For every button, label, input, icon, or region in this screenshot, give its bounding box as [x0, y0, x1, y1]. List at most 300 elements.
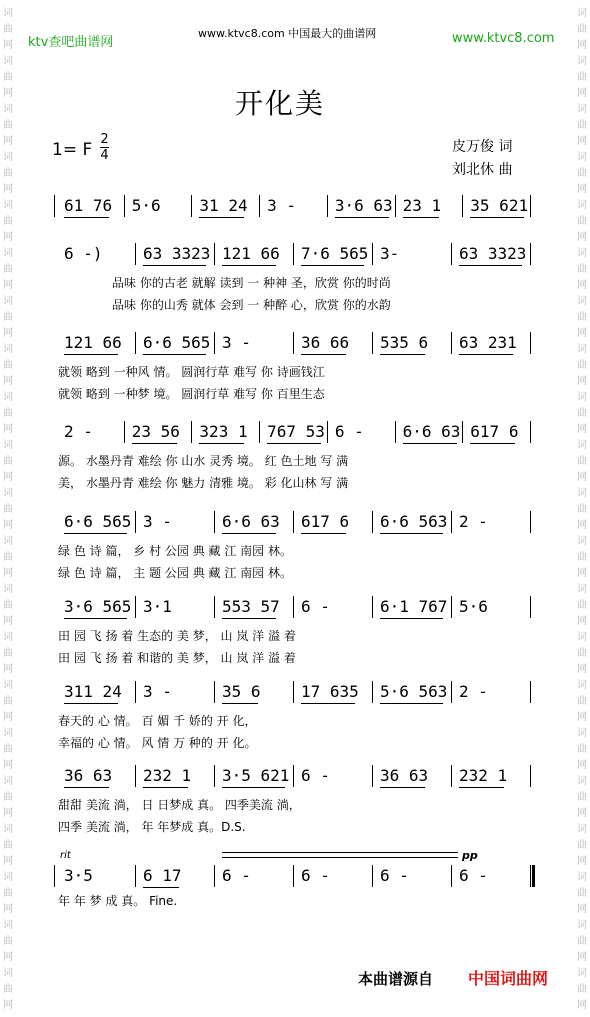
barline [214, 332, 215, 354]
watermark-glyph: 词 [3, 8, 13, 19]
watermark-glyph: 词 [577, 56, 587, 67]
watermark-glyph: 曲 [3, 456, 13, 467]
barline [124, 195, 125, 217]
watermark-glyph: 词 [3, 872, 13, 883]
watermark-glyph: 词 [3, 200, 13, 211]
watermark-glyph: 网 [577, 136, 587, 147]
lyric-line: 品味 你的山秀 就体 会到 一 种醉 心，欣赏 你的水韵 [112, 298, 391, 312]
watermark-glyph: 词 [577, 632, 587, 643]
source-site: 中国词曲网 [468, 969, 549, 988]
watermark-glyph: 网 [3, 760, 13, 771]
watermark-glyph: 网 [577, 712, 587, 723]
watermark-glyph: 词 [577, 728, 587, 739]
barline [530, 865, 531, 887]
watermark-glyph: 曲 [3, 72, 13, 83]
measure-notes: 6 - [334, 422, 364, 441]
measure-notes: 3·1 [143, 597, 172, 616]
measure-notes: 6 - [301, 866, 330, 885]
watermark-glyph: 词 [577, 296, 587, 307]
beam-underline [380, 354, 425, 355]
site-banner: www.ktvc8.com 中国最大的曲谱网 [198, 27, 377, 40]
watermark-glyph: 网 [577, 472, 587, 483]
watermark-glyph: 曲 [3, 888, 13, 899]
watermark-glyph: 词 [3, 920, 13, 931]
barline [530, 332, 531, 354]
barline [451, 681, 452, 703]
barline [135, 765, 136, 787]
barline [135, 596, 136, 618]
barline [214, 596, 215, 618]
barline [530, 195, 531, 217]
watermark-glyph: 网 [577, 280, 587, 291]
watermark-glyph: 网 [3, 232, 13, 243]
barline [327, 195, 328, 217]
watermark-glyph: 网 [577, 40, 587, 51]
watermark-glyph: 网 [3, 88, 13, 99]
decrescendo-line [222, 852, 458, 853]
beam-underline [199, 443, 244, 444]
watermark-glyph: 曲 [577, 696, 587, 707]
beam-underline [222, 533, 276, 534]
lyric-line: 品味 你的古老 就解 读到 一 种神 圣，欣赏 你的时尚 [112, 276, 391, 290]
barline [530, 596, 531, 618]
measure-notes: 232 1 [143, 766, 192, 785]
watermark-glyph: 网 [3, 472, 13, 483]
watermark-glyph: 网 [577, 616, 587, 627]
watermark-glyph: 曲 [577, 312, 587, 323]
barline [214, 865, 215, 887]
watermark-glyph: 词 [577, 968, 587, 979]
barline [451, 765, 452, 787]
barline [214, 511, 215, 533]
beam-underline [335, 217, 389, 218]
watermark-glyph: 词 [3, 824, 13, 835]
barline [135, 865, 136, 887]
watermark-glyph: 网 [577, 376, 587, 387]
measure-notes: 63 3323 [143, 244, 211, 263]
beam-underline [403, 443, 457, 444]
watermark-glyph: 词 [577, 440, 587, 451]
watermark-glyph: 曲 [3, 984, 13, 995]
left-watermark-strip [0, 0, 16, 1017]
lyric-line: 四季 美流 淌， 年 年梦成 真。D.S. [58, 820, 246, 834]
watermark-glyph: 词 [3, 296, 13, 307]
barline [395, 421, 396, 443]
measure-notes: 63 3323 [459, 244, 527, 263]
watermark-glyph: 网 [577, 856, 587, 867]
watermark-glyph: 词 [3, 440, 13, 451]
watermark-glyph: 曲 [3, 792, 13, 803]
watermark-glyph: 词 [3, 728, 13, 739]
watermark-glyph: 网 [577, 1000, 587, 1011]
watermark-glyph: 曲 [577, 72, 587, 83]
beam-underline [380, 787, 425, 788]
watermark-glyph: 曲 [577, 504, 587, 515]
watermark-glyph: 词 [3, 392, 13, 403]
measure-notes: 232 1 [459, 766, 508, 785]
watermark-glyph: 网 [3, 184, 13, 195]
watermark-glyph: 词 [577, 680, 587, 691]
measure-notes: 6 - [459, 866, 488, 885]
barline [462, 195, 463, 217]
barline [214, 243, 215, 265]
measure-notes: 6·6 565 [143, 333, 211, 352]
measure-notes: 553 57 [222, 597, 280, 616]
watermark-glyph: 曲 [577, 648, 587, 659]
ritardando-mark: rit [60, 850, 71, 861]
barline [135, 332, 136, 354]
watermark-glyph: 曲 [3, 936, 13, 947]
composer-credit: 刘北休 曲 [452, 162, 513, 178]
measure-notes: 36 63 [380, 766, 429, 785]
beam-underline [64, 533, 127, 534]
watermark-glyph: 曲 [3, 696, 13, 707]
watermark-glyph: 曲 [3, 120, 13, 131]
measure-notes: 35 621 [470, 196, 529, 215]
watermark-glyph: 网 [3, 952, 13, 963]
watermark-glyph: 曲 [3, 168, 13, 179]
watermark-glyph: 词 [3, 152, 13, 163]
measure-notes: 3 - [222, 333, 251, 352]
site-name-left: ktv查吧曲谱网 [28, 35, 114, 50]
beam-underline [301, 265, 364, 266]
measure-notes: 36 63 [64, 766, 113, 785]
watermark-glyph: 词 [577, 872, 587, 883]
lyric-line: 年 年 梦 成 真。 Fine. [58, 894, 178, 908]
barline [451, 511, 452, 533]
beam-underline [222, 618, 276, 619]
watermark-glyph: 网 [577, 664, 587, 675]
watermark-glyph: 曲 [577, 552, 587, 563]
watermark-glyph: 网 [3, 616, 13, 627]
beam-underline [222, 265, 276, 266]
watermark-glyph: 曲 [577, 360, 587, 371]
watermark-glyph: 曲 [577, 216, 587, 227]
beam-underline [459, 787, 504, 788]
watermark-glyph: 网 [3, 424, 13, 435]
measure-notes: 6·1 767 [380, 597, 448, 616]
measure-notes: 6·6 63 [222, 512, 280, 531]
watermark-glyph: 词 [3, 632, 13, 643]
beam-underline [132, 443, 177, 444]
watermark-glyph: 词 [3, 584, 13, 595]
watermark-glyph: 词 [577, 8, 587, 19]
barline [530, 765, 531, 787]
watermark-glyph: 曲 [3, 600, 13, 611]
barline [293, 332, 294, 354]
watermark-glyph: 词 [3, 488, 13, 499]
measure-notes: 6 - [301, 597, 330, 616]
lyric-line: 就领 略到 一种梦 境。 圆润行草 难写 你 百里生态 [58, 387, 325, 401]
barline [372, 332, 373, 354]
watermark-glyph: 曲 [3, 648, 13, 659]
measure-notes: 323 1 [199, 422, 248, 441]
beam-underline [143, 354, 206, 355]
time-numerator: 2 [100, 132, 109, 147]
beam-underline [199, 217, 244, 218]
barline [214, 681, 215, 703]
watermark-glyph: 网 [3, 904, 13, 915]
watermark-glyph: 曲 [577, 600, 587, 611]
barline [530, 421, 531, 443]
barline [191, 421, 192, 443]
beam-underline [64, 618, 127, 619]
beam-underline [143, 265, 206, 266]
watermark-glyph: 网 [3, 568, 13, 579]
barline [372, 511, 373, 533]
measure-notes: 6·6 563 [380, 512, 448, 531]
measure-notes: 6 - [380, 866, 409, 885]
beam-underline [459, 354, 513, 355]
watermark-glyph: 词 [577, 776, 587, 787]
watermark-glyph: 网 [3, 328, 13, 339]
watermark-glyph: 曲 [577, 24, 587, 35]
watermark-glyph: 网 [577, 328, 587, 339]
measure-notes: 7·6 565 [301, 244, 369, 263]
beam-underline [301, 354, 346, 355]
beam-underline [64, 703, 118, 704]
measure-notes: 617 6 [301, 512, 350, 531]
watermark-glyph: 词 [3, 680, 13, 691]
watermark-glyph: 网 [577, 232, 587, 243]
song-title: 开化美 [234, 87, 325, 120]
watermark-glyph: 曲 [3, 744, 13, 755]
measure-notes: 6·6 63 [402, 422, 461, 441]
watermark-glyph: 词 [577, 920, 587, 931]
watermark-glyph: 网 [3, 376, 13, 387]
measure-notes: 17 635 [301, 682, 359, 701]
measure-notes: 6 -) [64, 244, 103, 263]
barline [259, 421, 260, 443]
measure-notes: 5·6 [459, 597, 488, 616]
barline [54, 195, 55, 217]
watermark-glyph: 词 [577, 824, 587, 835]
watermark-glyph: 网 [3, 856, 13, 867]
lyric-line: 春天的 心 情。 百 媚 千 娇的 开 化， [58, 714, 257, 728]
watermark-glyph: 词 [3, 56, 13, 67]
lyric-line: 美， 水墨丹青 难绘 你 魅力 清雅 境。 彩 化山林 写 满 [58, 476, 349, 490]
beam-underline [64, 354, 118, 355]
measure-notes: 23 1 [402, 196, 442, 215]
watermark-glyph: 网 [577, 952, 587, 963]
lyric-line: 绿 色 诗 篇， 乡 村 公园 典 藏 江 南园 林。 [58, 544, 292, 558]
site-url-right: www.ktvc8.com [452, 31, 555, 46]
beam-underline [380, 703, 443, 704]
barline [293, 765, 294, 787]
watermark-glyph: 网 [3, 664, 13, 675]
watermark-glyph: 词 [577, 152, 587, 163]
watermark-glyph: 词 [3, 104, 13, 115]
barline [135, 243, 136, 265]
barline [372, 596, 373, 618]
watermark-glyph: 网 [577, 760, 587, 771]
watermark-glyph: 曲 [3, 216, 13, 227]
watermark-glyph: 曲 [577, 744, 587, 755]
measure-notes: 31 24 [199, 196, 248, 215]
beam-underline [222, 703, 258, 704]
watermark-glyph: 曲 [3, 504, 13, 515]
beam-underline [459, 265, 522, 266]
watermark-glyph: 词 [3, 344, 13, 355]
barline [293, 596, 294, 618]
measure-notes: 63 231 [459, 333, 517, 352]
barline [530, 511, 531, 533]
barline [135, 681, 136, 703]
watermark-glyph: 网 [577, 520, 587, 531]
watermark-glyph: 曲 [3, 264, 13, 275]
time-denominator: 4 [100, 148, 109, 163]
measure-notes: 3·5 621 [222, 766, 290, 785]
watermark-glyph: 网 [3, 40, 13, 51]
measure-notes: 3 - [143, 512, 172, 531]
watermark-glyph: 曲 [577, 840, 587, 851]
lyric-line: 幸福的 心 情。 风 情 万 种的 开 化。 [58, 736, 257, 750]
watermark-glyph: 网 [577, 568, 587, 579]
beam-underline [301, 533, 346, 534]
watermark-glyph: 词 [3, 776, 13, 787]
time-signature [100, 133, 109, 162]
beam-underline [143, 887, 179, 888]
watermark-glyph: 曲 [577, 888, 587, 899]
measure-notes: 36 66 [301, 333, 350, 352]
measure-notes: 121 66 [64, 333, 122, 352]
measure-notes: 121 66 [222, 244, 280, 263]
barline [451, 596, 452, 618]
lyric-line: 绿 色 诗 篇， 主 题 公园 典 藏 江 南园 林。 [58, 566, 292, 580]
watermark-glyph: 网 [3, 1000, 13, 1011]
lyric-line: 甜甜 美流 淌， 日 日梦成 真。 四季美流 淌， [58, 798, 301, 812]
lyric-line: 田 园 飞 扬 着 和谐的 美 梦， 山 岚 洋 溢 着 [58, 651, 296, 665]
barline [214, 765, 215, 787]
barline [462, 421, 463, 443]
beam-underline [222, 787, 285, 788]
measure-notes: 3·6 63 [334, 196, 393, 215]
watermark-glyph: 曲 [577, 936, 587, 947]
watermark-glyph: 网 [3, 136, 13, 147]
watermark-glyph: 词 [577, 248, 587, 259]
watermark-glyph: 曲 [577, 264, 587, 275]
barline [293, 865, 294, 887]
lyric-line: 就领 略到 一种风 情。 圆润行草 难写 你 诗画钱江 [58, 365, 325, 379]
key-signature: 1= F [52, 140, 93, 160]
right-watermark-strip [574, 0, 590, 1017]
watermark-glyph: 网 [577, 184, 587, 195]
measure-notes: 3 - [267, 196, 297, 215]
measure-notes: 535 6 [380, 333, 429, 352]
watermark-glyph: 网 [577, 904, 587, 915]
barline [372, 765, 373, 787]
measure-notes: 3- [380, 244, 400, 263]
measure-notes: 2 - [459, 682, 488, 701]
pianissimo-mark: pp [462, 849, 478, 862]
beam-underline [143, 787, 188, 788]
barline [135, 511, 136, 533]
beam-underline [470, 217, 524, 218]
watermark-glyph: 曲 [577, 792, 587, 803]
watermark-glyph: 曲 [3, 360, 13, 371]
watermark-glyph: 词 [3, 248, 13, 259]
measure-notes: 3·6 565 [64, 597, 132, 616]
barline [530, 681, 531, 703]
watermark-glyph: 词 [577, 200, 587, 211]
barline [372, 681, 373, 703]
barline [451, 243, 452, 265]
watermark-glyph: 网 [3, 280, 13, 291]
watermark-glyph: 曲 [3, 24, 13, 35]
barline [372, 243, 373, 265]
barline [293, 681, 294, 703]
barline [54, 865, 55, 887]
watermark-glyph: 网 [577, 88, 587, 99]
measure-notes: 2 - [459, 512, 488, 531]
barline [259, 195, 260, 217]
watermark-glyph: 曲 [577, 120, 587, 131]
lyric-line: 田 园 飞 扬 着 生态的 美 梦， 山 岚 洋 溢 着 [58, 629, 296, 643]
watermark-glyph: 词 [577, 392, 587, 403]
measure-notes: 3 - [143, 682, 172, 701]
watermark-glyph: 网 [577, 808, 587, 819]
measure-notes: 767 53 [267, 422, 325, 441]
measure-notes: 3·5 [64, 866, 93, 885]
watermark-glyph: 曲 [3, 408, 13, 419]
watermark-glyph: 曲 [577, 168, 587, 179]
measure-notes: 5·6 [131, 196, 161, 215]
measure-notes: 2 - [64, 422, 93, 441]
watermark-glyph: 曲 [577, 984, 587, 995]
measure-notes: 6 17 [143, 866, 182, 885]
measure-notes: 6 - [301, 766, 330, 785]
measure-notes: 61 76 [64, 196, 113, 215]
barline [191, 195, 192, 217]
measure-notes: 23 56 [131, 422, 180, 441]
watermark-glyph: 词 [577, 536, 587, 547]
watermark-glyph: 网 [3, 520, 13, 531]
measure-notes: 5·6 563 [380, 682, 448, 701]
barline [451, 865, 452, 887]
watermark-glyph: 曲 [577, 456, 587, 467]
beam-underline [64, 787, 109, 788]
measure-notes: 617 6 [470, 422, 519, 441]
beam-underline [301, 703, 355, 704]
barline [124, 421, 125, 443]
final-barline [532, 865, 535, 887]
beam-underline [403, 217, 439, 218]
barline [293, 511, 294, 533]
decrescendo-line [222, 857, 458, 858]
beam-underline [64, 217, 109, 218]
watermark-glyph: 网 [3, 712, 13, 723]
measure-notes: 6·6 565 [64, 512, 132, 531]
barline [293, 243, 294, 265]
barline [395, 195, 396, 217]
measure-notes: 311 24 [64, 682, 122, 701]
measure-notes: 35 6 [222, 682, 261, 701]
barline [451, 332, 452, 354]
measure-notes: 6 - [222, 866, 251, 885]
watermark-glyph: 词 [577, 104, 587, 115]
source-label: 本曲谱源自 [358, 970, 434, 988]
beam-underline [267, 443, 321, 444]
watermark-glyph: 词 [577, 488, 587, 499]
beam-underline [380, 533, 443, 534]
barline [327, 421, 328, 443]
watermark-glyph: 词 [3, 536, 13, 547]
beam-underline [380, 618, 443, 619]
watermark-glyph: 曲 [577, 408, 587, 419]
watermark-glyph: 词 [577, 584, 587, 595]
watermark-glyph: 词 [577, 344, 587, 355]
lyricist-credit: 皮万俊 词 [452, 139, 513, 155]
